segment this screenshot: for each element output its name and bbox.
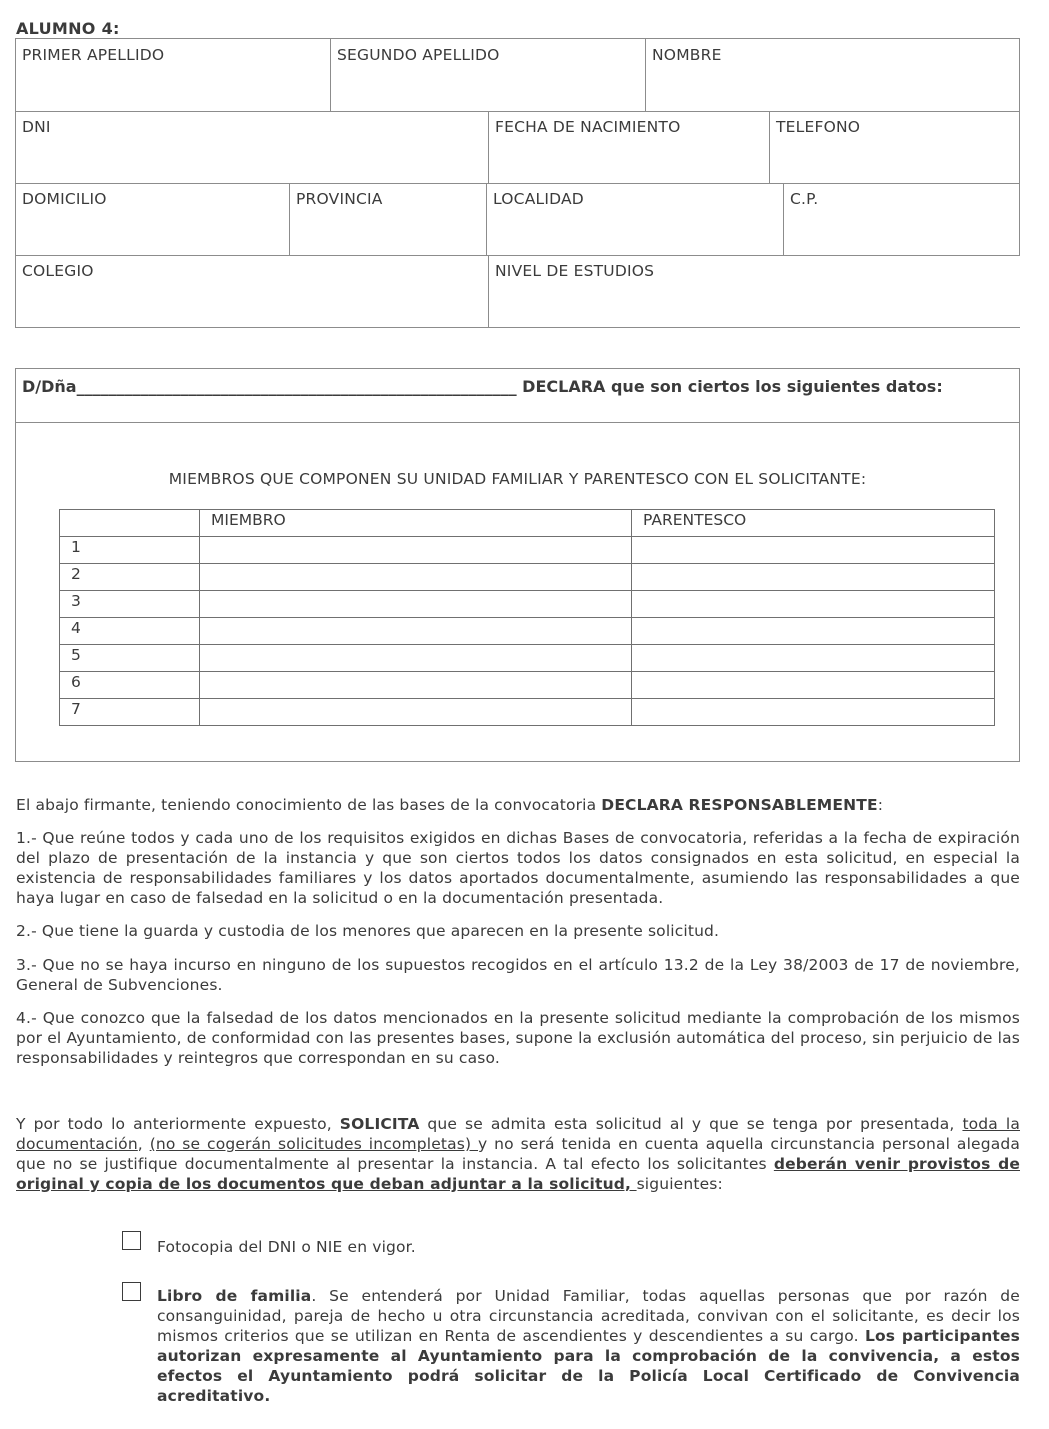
members-table xyxy=(59,509,995,726)
relation-cell[interactable] xyxy=(632,645,995,672)
row-names xyxy=(15,38,1020,112)
label-primer-apellido: PRIMER APELLIDO xyxy=(22,46,165,64)
member-cell[interactable] xyxy=(200,645,632,672)
table-row xyxy=(60,672,995,699)
field-primer-apellido[interactable] xyxy=(16,39,331,111)
request-text-5: siguientes: xyxy=(636,1175,723,1193)
field-cp[interactable] xyxy=(784,183,1019,255)
label-nivel-estudios: NIVEL DE ESTUDIOS xyxy=(495,262,655,280)
table-row xyxy=(60,618,995,645)
member-cell[interactable] xyxy=(200,537,632,564)
label-cp: C.P. xyxy=(790,190,819,208)
member-cell[interactable] xyxy=(200,564,632,591)
request-text-4: y no será tenida en cuenta aquella circunstancia personal alegada que no se justifique documentalmente al presentar la instancia. A tal efecto los solicitantes xyxy=(16,1135,1021,1173)
label-dni: DNI xyxy=(22,118,51,136)
member-cell[interactable] xyxy=(200,618,632,645)
field-dni[interactable] xyxy=(16,111,489,183)
label-localidad: LOCALIDAD xyxy=(493,190,584,208)
field-localidad[interactable] xyxy=(487,183,784,255)
field-nombre[interactable] xyxy=(646,39,1019,111)
members-title: MIEMBROS QUE COMPONEN SU UNIDAD FAMILIAR Y PARENTESCO CON EL SOLICITANTE: xyxy=(168,470,867,488)
row-number: 5 xyxy=(60,645,200,672)
row-school xyxy=(15,255,1020,328)
row-number: 7 xyxy=(60,699,200,726)
row-address xyxy=(15,183,1020,256)
col-miembro: MIEMBRO xyxy=(200,510,632,537)
request-solicita: SOLICITA xyxy=(339,1115,420,1133)
table-row xyxy=(60,699,995,726)
intro-bold: DECLARA RESPONSABLEMENTE xyxy=(601,796,878,814)
table-row xyxy=(60,537,995,564)
row-number: 2 xyxy=(60,564,200,591)
table-row xyxy=(60,645,995,672)
label-segundo-apellido: SEGUNDO APELLIDO xyxy=(337,46,500,64)
point-1: 1.- Que reúne todos y cada uno de los requisitos exigidos en dichas Bases de convocatoria, referidas a la fecha de expiración del plazo de presentación de la instancia y que son ciertos todos los datos consignados en esta solicitud, en especial la existencia de responsabilidades familiares y los datos aportados documentalmente, asumiendo las responsabilidades a que haya lugar en caso de falsedad en la solicitud o en la documentación presentada. xyxy=(16,829,1020,907)
label-provincia: PROVINCIA xyxy=(296,190,383,208)
doc2-label xyxy=(157,1286,1020,1406)
label-domicilio: DOMICILIO xyxy=(22,190,107,208)
label-telefono: TELEFONO xyxy=(776,118,861,136)
row-id xyxy=(15,111,1020,184)
intro-end: : xyxy=(877,796,884,814)
col-parentesco: PARENTESCO xyxy=(632,510,995,537)
doc1-label: Fotocopia del DNI o NIE en vigor. xyxy=(157,1238,416,1256)
alumno-title: ALUMNO 4: xyxy=(16,19,120,38)
table-row xyxy=(60,564,995,591)
field-fecha-nacimiento[interactable] xyxy=(489,111,770,183)
field-telefono[interactable] xyxy=(770,111,1019,183)
request-paragraph xyxy=(16,1114,1020,1194)
row-number: 1 xyxy=(60,537,200,564)
request-bold-underline: deberán venir provistos de original y copia de los documentos que deban adjuntar a la solicitud, xyxy=(16,1155,1020,1193)
table-header-row xyxy=(60,510,995,537)
field-colegio[interactable] xyxy=(16,255,489,327)
relation-cell[interactable] xyxy=(632,564,995,591)
member-cell[interactable] xyxy=(200,591,632,618)
field-domicilio[interactable] xyxy=(16,183,290,255)
row-number: 6 xyxy=(60,672,200,699)
label-fecha-nacimiento: FECHA DE NACIMIENTO xyxy=(495,118,681,136)
request-underline-2: (no se cogerán solicitudes incompletas) xyxy=(149,1135,479,1153)
point-3: 3.- Que no se haya incurso en ninguno de los supuestos recogidos en el artículo 13.2 de la Ley 38/2003 de 17 de noviembre, General de Subvenciones. xyxy=(16,956,1020,994)
doc1-checkbox[interactable] xyxy=(122,1231,141,1250)
point-2: 2.- Que tiene la guarda y custodia de los menores que aparecen en la presente solicitud. xyxy=(16,922,720,940)
relation-cell[interactable] xyxy=(632,537,995,564)
field-nivel-estudios[interactable] xyxy=(489,255,1020,327)
declaration-header: D/Dña_______________________________________________________ DECLARA que son ciertos los siguientes datos: xyxy=(16,369,1019,423)
request-text-1: Y por todo lo anteriormente expuesto, xyxy=(16,1115,340,1133)
doc2-bold2: Los participantes autorizan expresamente al Ayuntamiento para la comprobación de la convivencia, a estos efectos el Ayuntamiento podrá solicitar de la Policía Local Certificado de Convivencia acreditativo. xyxy=(157,1327,1021,1405)
field-segundo-apellido[interactable] xyxy=(331,39,646,111)
label-colegio: COLEGIO xyxy=(22,262,94,280)
declaration-box xyxy=(15,368,1020,762)
intro-paragraph xyxy=(16,795,1020,815)
relation-cell[interactable] xyxy=(632,618,995,645)
table-corner-cell xyxy=(60,510,200,537)
relation-cell[interactable] xyxy=(632,672,995,699)
intro-text: El abajo firmante, teniendo conocimiento de las bases de la convocatoria xyxy=(16,796,602,814)
point-4: 4.- Que conozco que la falsedad de los datos mencionados en la presente solicitud mediante la comprobación de los mismos por el Ayuntamiento, de conformidad con las presentes bases, supone la exclusión automática del proceso, sin perjuicio de las responsabilidades y reintegros que correspondan en su caso. xyxy=(16,1009,1020,1067)
request-text-3: , xyxy=(137,1135,150,1153)
label-nombre: NOMBRE xyxy=(652,46,722,64)
row-number: 4 xyxy=(60,618,200,645)
doc2-bold: Libro de familia xyxy=(157,1287,312,1305)
row-number: 3 xyxy=(60,591,200,618)
request-text-2: que se admita esta solicitud al y que se tenga por presentada, xyxy=(419,1115,963,1133)
member-cell[interactable] xyxy=(200,672,632,699)
member-cell[interactable] xyxy=(200,699,632,726)
doc2-checkbox[interactable] xyxy=(122,1282,141,1301)
field-provincia[interactable] xyxy=(290,183,487,255)
table-row xyxy=(60,591,995,618)
request-underline-1: toda la documentación xyxy=(16,1115,1020,1153)
relation-cell[interactable] xyxy=(632,699,995,726)
doc2-text: . Se entenderá por Unidad Familiar, todas aquellas personas que por razón de consanguinidad, pareja de hecho u otra circunstancia acreditada, convivan con el solicitante, es decir los mismos criterios que se utilizan en Renta de ascendientes y descendientes a su cargo. xyxy=(157,1287,1020,1345)
relation-cell[interactable] xyxy=(632,591,995,618)
